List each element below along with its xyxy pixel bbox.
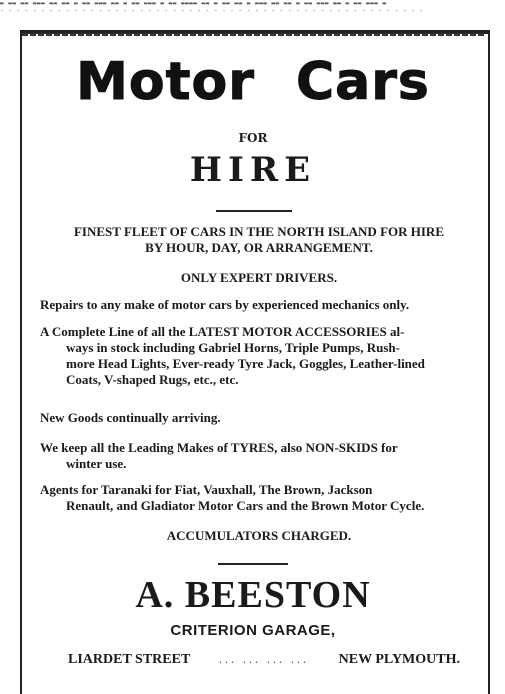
- hire-word: HIRE: [189, 150, 317, 190]
- garage-name: CRITERION GARAGE,: [170, 622, 336, 639]
- fleet-line-1: FINEST FLEET OF CARS IN THE NORTH ISLAND FOR HIRE: [73, 224, 444, 239]
- address-row: [68, 652, 460, 668]
- tyres-paragraph: [40, 440, 478, 472]
- accessories-line-1: A Complete Line of all the LATEST MOTOR ACCESSORIES al-: [40, 324, 405, 339]
- scan-noise-strip: ▬ ▬▬ ▬▬ ▬▬▬ ▬▬ ▬▬ ▬ ▬▬ ▬▬▬ ▬▬ ▬ ▬▬ ▬▬▬ ▬ ▬▬ ▬▬▬▬ ▬▬ ▬ ▬▬ ▬▬ ▬ ▬▬▬ ▬▬ ▬▬ ▬ ▬▬ ▬▬▬ ▬▬ ▬ ▬▬ ▬▬▬ ▬ - - - - - - - - - - - - - - - - - - - - - - - - - - - - - - - - - - - - - - - - - - - - - - - - - - - -: [0, 0, 424, 14]
- for-word: FOR: [238, 131, 268, 145]
- repairs-line: Repairs to any make of motor cars by experienced mechanics only.: [40, 297, 410, 312]
- accessories-line-3: more Head Lights, Ever-ready Tyre Jack, Goggles, Leather-lined: [66, 356, 425, 371]
- town-name: NEW PLYMOUTH.: [338, 652, 460, 667]
- rule-under-hire: [216, 210, 292, 212]
- fleet-line-2: BY HOUR, DAY, OR ARRANGEMENT.: [145, 240, 373, 255]
- agents-paragraph: [40, 482, 478, 514]
- new-goods-line: New Goods continually arriving.: [40, 410, 221, 425]
- headline-motor-cars: Motor Cars: [76, 52, 430, 112]
- rule-above-beeston: [218, 563, 288, 565]
- expert-drivers-line: ONLY EXPERT DRIVERS.: [180, 270, 338, 285]
- accumulators-line: ACCUMULATORS CHARGED.: [166, 528, 352, 543]
- fleet-paragraph: [40, 224, 478, 256]
- tyres-line-1: We keep all the Leading Makes of TYRES, also NON-SKIDS for: [40, 440, 398, 455]
- agents-line-1: Agents for Taranaki for Fiat, Vauxhall, The Brown, Jackson: [40, 482, 373, 497]
- proprietor-name: A. BEESTON: [135, 574, 371, 616]
- accessories-paragraph: [40, 324, 478, 388]
- top-dashed-rule: [22, 33, 484, 36]
- leader-dots: ... ... ... ...: [219, 656, 310, 665]
- accessories-line-4: Coats, V-shaped Rugs, etc., etc.: [66, 372, 239, 387]
- tyres-line-2: winter use.: [66, 456, 127, 471]
- agents-line-2: Renault, and Gladiator Motor Cars and the Brown Motor Cycle.: [66, 498, 425, 513]
- street-name: LIARDET STREET: [68, 652, 191, 667]
- accessories-line-2: ways in stock including Gabriel Horns, Triple Pumps, Rush-: [66, 340, 400, 355]
